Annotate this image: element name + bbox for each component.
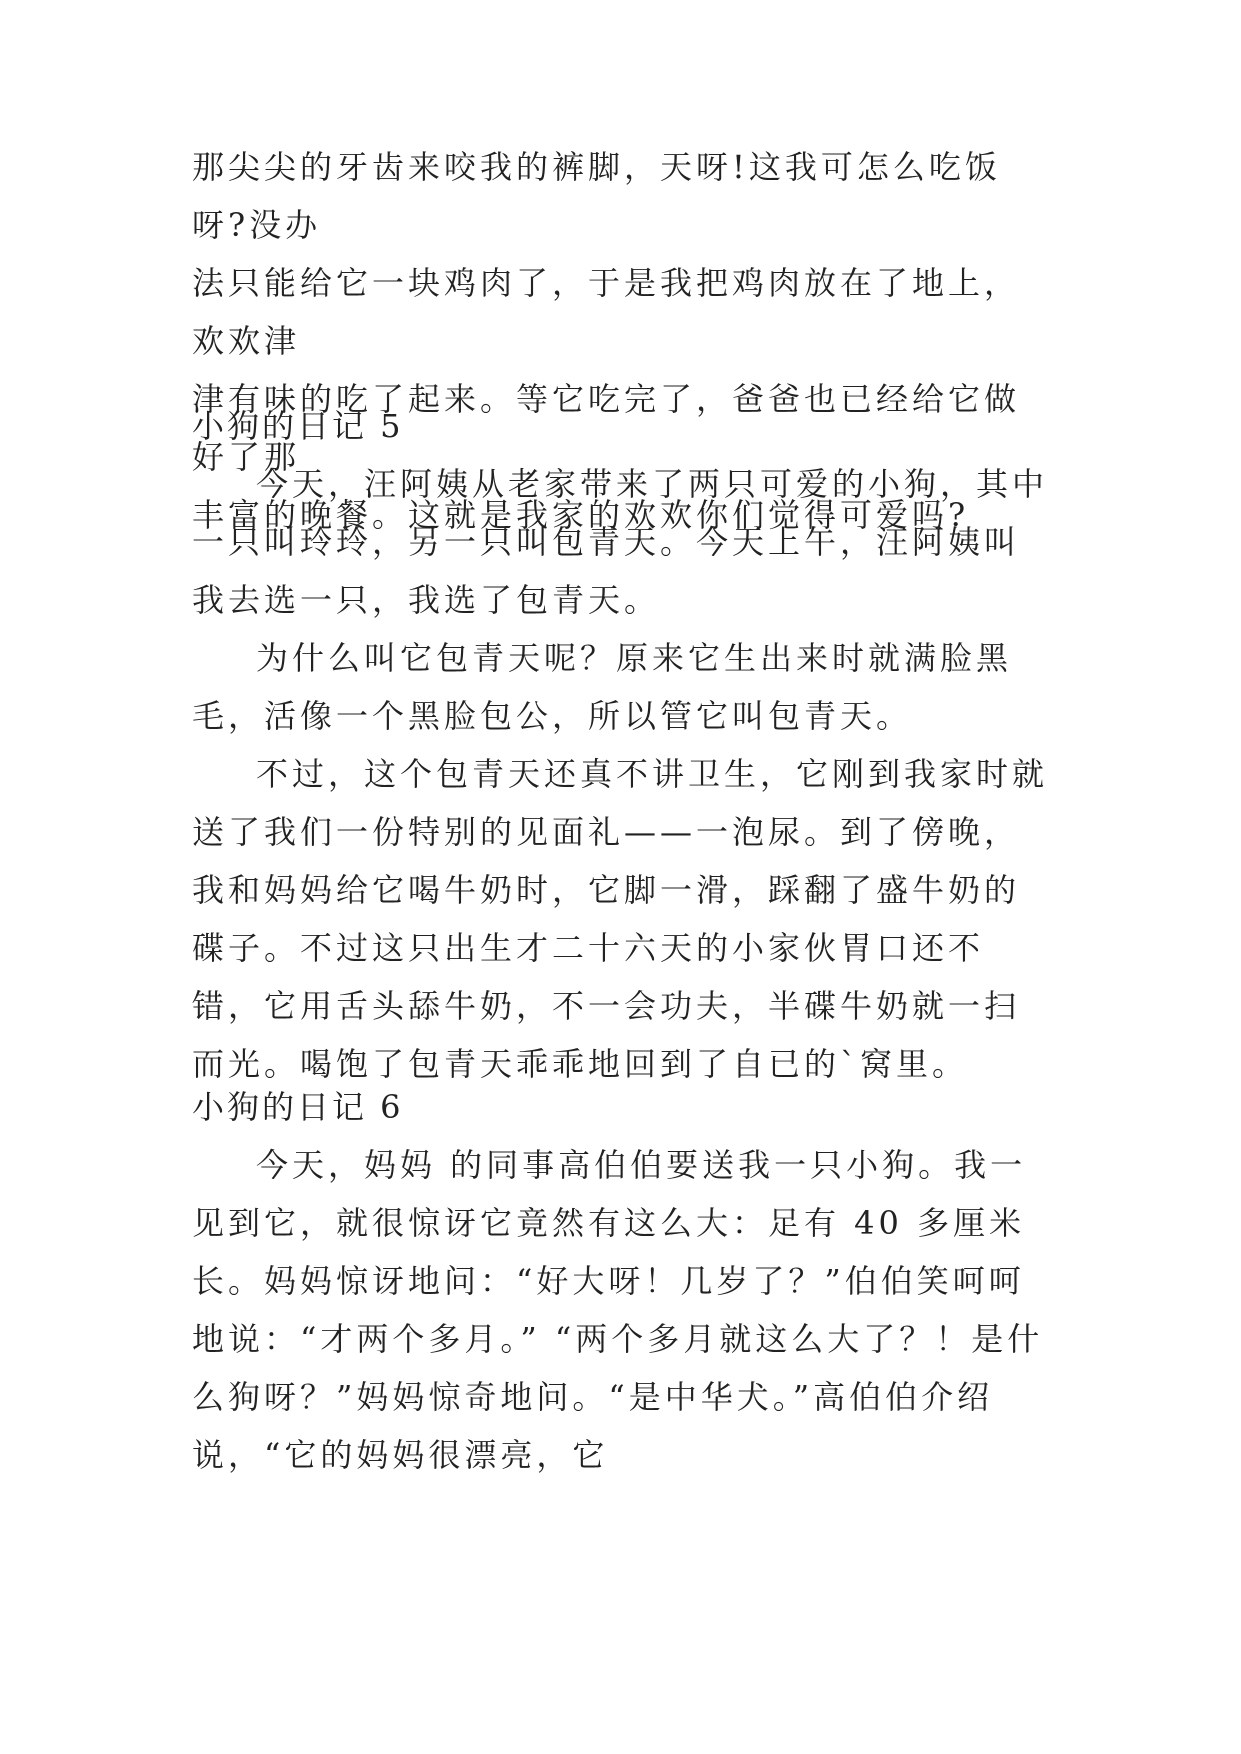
- section-title-6: 小狗的日记 6: [192, 1088, 404, 1126]
- intro-line: 那尖尖的牙齿来咬我的裤脚，天呀!这我可怎么吃饭呀?没办: [192, 148, 1001, 244]
- paragraph: 为什么叫它包青天呢？原来它生出来时就满脸黑毛，活像一个黑脸包公，所以管它叫包青天。: [192, 639, 1013, 735]
- intro-line: 津有味的吃了起来。等它吃完了，爸爸也已经给它做好了那: [192, 380, 1021, 476]
- paragraph: 今天，妈妈 的同事高伯伯要送我一只小狗。我一见到它，就很惊讶它竟然有这么大：足有 40 多厘米长。妈妈惊讶地问：“好大呀！几岁了？”伯伯笑呵呵地说：“才两个多月。” “两个多月就这么大了？！是什么狗呀？”妈妈惊奇地问。“是中华犬。”高伯伯介绍说，“它的妈妈很漂亮，它: [192, 1146, 1044, 1474]
- intro-line: 丰富的晚餐。这就是我家的欢欢你们觉得可爱吗?: [192, 496, 970, 534]
- section-5-body: [192, 455, 1052, 1093]
- paragraph: 今天，汪阿姨从老家带来了两只可爱的小狗，其中一只叫玲玲，另一只叫包青天。今天上午，汪阿姨叫我去选一只，我选了包青天。: [192, 465, 1049, 619]
- section-title-5: 小狗的日记 5: [192, 407, 404, 445]
- paragraph: 不过，这个包青天还真不讲卫生，它刚到我家时就送了我们一份特别的见面礼——一泡尿。到了傍晚，我和妈妈给它喝牛奶时，它脚一滑，踩翻了盛牛奶的碟子。不过这只出生才二十六天的小家伙胃口还不错，它用舌头舔牛奶，不一会功夫，半碟牛奶就一扫而光。喝饱了包青天乖乖地回到了自已的`窝里。: [192, 755, 1049, 1083]
- section-6-body: [192, 1136, 1052, 1484]
- intro-line: 法只能给它一块鸡肉了，于是我把鸡肉放在了地上，欢欢津: [192, 264, 1021, 360]
